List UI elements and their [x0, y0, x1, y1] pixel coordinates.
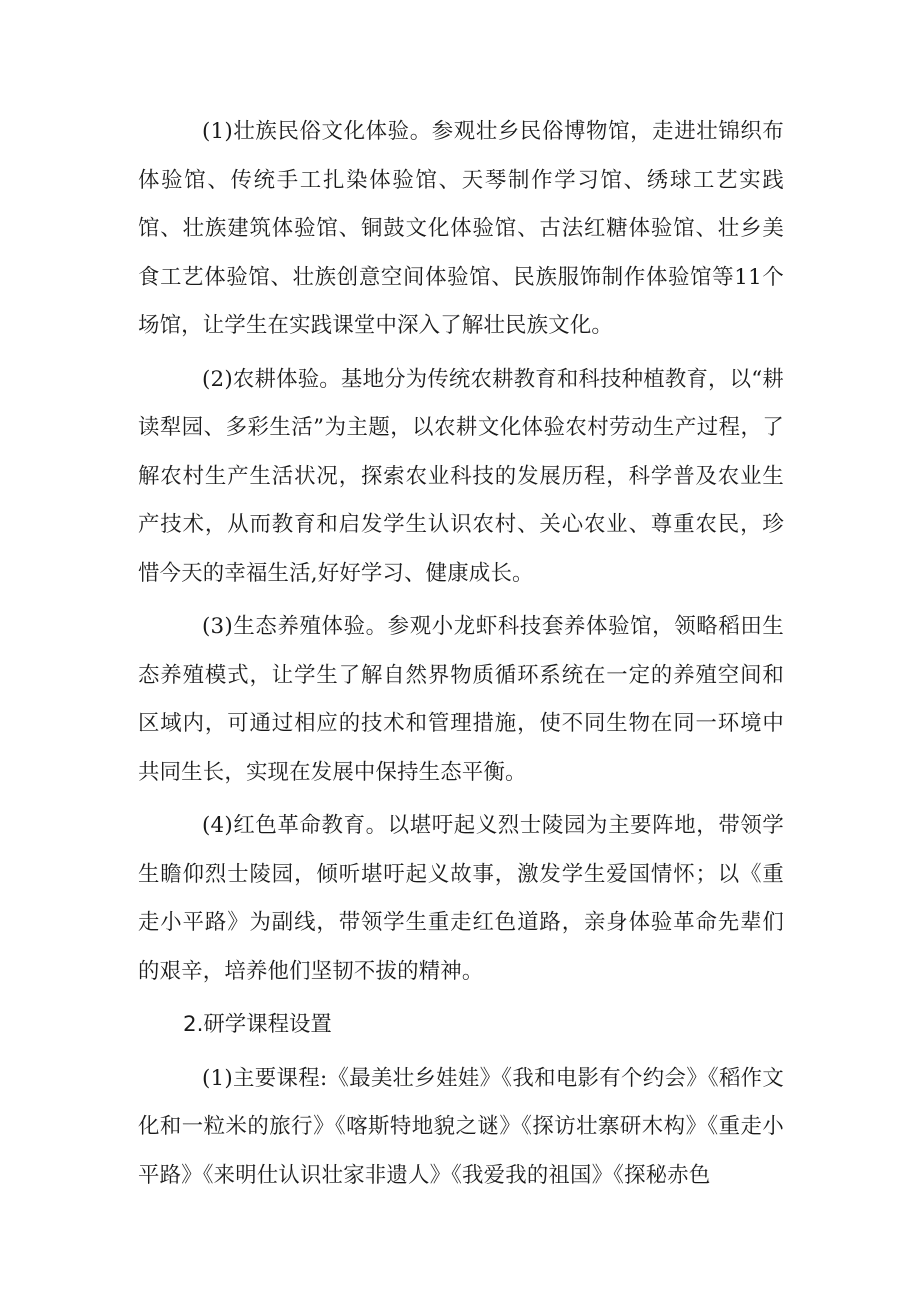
section-heading-course-settings: 2.研学课程设置: [183, 1012, 332, 1037]
paragraph-folk-culture: (1)壮族民俗文化体验。参观壮乡民俗博物馆，走进壮锦织布体验馆、传统手工扎染体验馆、天琴制作学习馆、绣球工艺实践馆、壮族建筑体验馆、铜鼓文化体验馆、古法红糖体验馆、壮乡美食工艺体验馆、壮族创意空间体验馆、民族服饰制作体验馆等11个场馆，让学生在实践课堂中深入了解壮民族文化。: [138, 119, 784, 338]
paragraph-red-revolution: (4)红色革命教育。以堪吁起义烈士陵园为主要阵地，带领学生瞻仰烈士陵园，倾听堪吁起义故事，激发学生爱国情怀；以《重走小平路》为副线，带领学生重走红色道路，亲身体验革命先辈们的艰辛，培养他们坚韧不拔的精神。: [138, 813, 784, 984]
paragraph-farming: (2)农耕体验。基地分为传统农耕教育和科技种植教育，以“耕读犁园、多彩生活”为主题，以农耕文化体验农村劳动生产过程，了解农村生产生活状况，探索农业科技的发展历程，科学普及农业生产技术，从而教育和启发学生认识农村、关心农业、尊重农民，珍惜今天的幸福生活,好好学习、健康成长。: [138, 366, 784, 586]
paragraph-ecological-breeding: (3)生态养殖体验。参观小龙虾科技套养体验馆，领略稻田生态养殖模式，让学生了解自然界物质循环系统在一定的养殖空间和区域内，可通过相应的技术和管理措施，使不同生物在同一环境中共同生长，实现在发展中保持生态平衡。: [138, 614, 784, 785]
document-page: [138, 108, 784, 1205]
paragraph-main-courses: (1)主要课程:《最美壮乡娃娃》《我和电影有个约会》《稻作文化和一粒米的旅行》《喀斯特地貌之谜》《探访壮寨研木构》《重走小平路》《来明仕认识壮家非遗人》《我爱我的祖国》《探秘赤色: [138, 1065, 784, 1188]
